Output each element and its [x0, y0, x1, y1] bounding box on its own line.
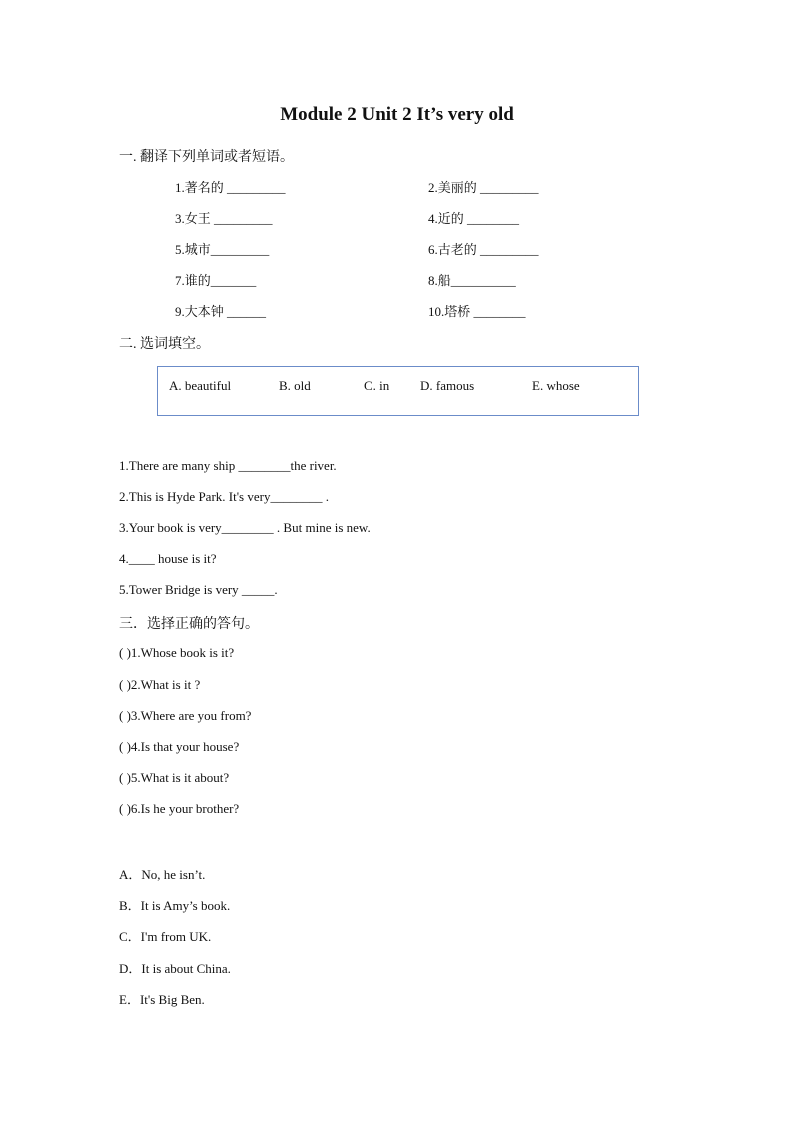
fill-sentence: 2.This is Hyde Park. It's very________ .: [119, 489, 329, 504]
question-item: ( )5.What is it about?: [119, 770, 230, 785]
vocab-item: 3.女王 _________: [175, 211, 273, 226]
fill-sentence: 1.There are many ship ________the river.: [119, 458, 337, 473]
answer-option: A．No, he isn’t.: [119, 867, 206, 882]
word-option: B. old: [279, 378, 311, 393]
page-title: Module 2 Unit 2 It’s very old: [280, 104, 514, 125]
fill-sentence: 5.Tower Bridge is very _____.: [119, 582, 278, 597]
section1-heading: 一. 翻译下列单词或者短语。: [119, 150, 294, 165]
section3-heading: 三．选择正确的答句。: [119, 617, 259, 632]
answer-option: B．It is Amy’s book.: [119, 898, 231, 913]
word-option: D. famous: [420, 378, 475, 393]
vocab-item: 7.谁的_______: [175, 273, 257, 288]
word-option: E. whose: [532, 378, 580, 393]
question-item: ( )4.Is that your house?: [119, 739, 240, 754]
word-bank-box: [157, 366, 639, 416]
question-item: ( )1.Whose book is it?: [119, 645, 235, 660]
answer-option: D．It is about China.: [119, 961, 231, 976]
fill-sentence: 3.Your book is very________ . But mine is new.: [119, 520, 371, 535]
vocab-item: 9.大本钟 ______: [175, 304, 267, 319]
answer-option: C．I'm from UK.: [119, 929, 212, 944]
section2-heading: 二. 选词填空。: [119, 337, 210, 352]
vocab-item: 10.塔桥 ________: [428, 304, 526, 319]
vocab-item: 2.美丽的 _________: [428, 180, 539, 195]
vocab-item: 5.城市_________: [175, 242, 270, 257]
question-item: ( )2.What is it ?: [119, 677, 201, 692]
question-item: ( )6.Is he your brother?: [119, 801, 240, 816]
vocab-item: 4.近的 ________: [428, 211, 520, 226]
answer-option: E．It's Big Ben.: [119, 992, 205, 1007]
word-option: C. in: [364, 378, 390, 393]
vocab-item: 8.船__________: [428, 273, 516, 288]
word-option: A. beautiful: [169, 378, 232, 393]
vocab-item: 6.古老的 _________: [428, 242, 539, 257]
fill-sentence: 4.____ house is it?: [119, 551, 217, 566]
vocab-item: 1.著名的 _________: [175, 180, 286, 195]
question-item: ( )3.Where are you from?: [119, 708, 252, 723]
